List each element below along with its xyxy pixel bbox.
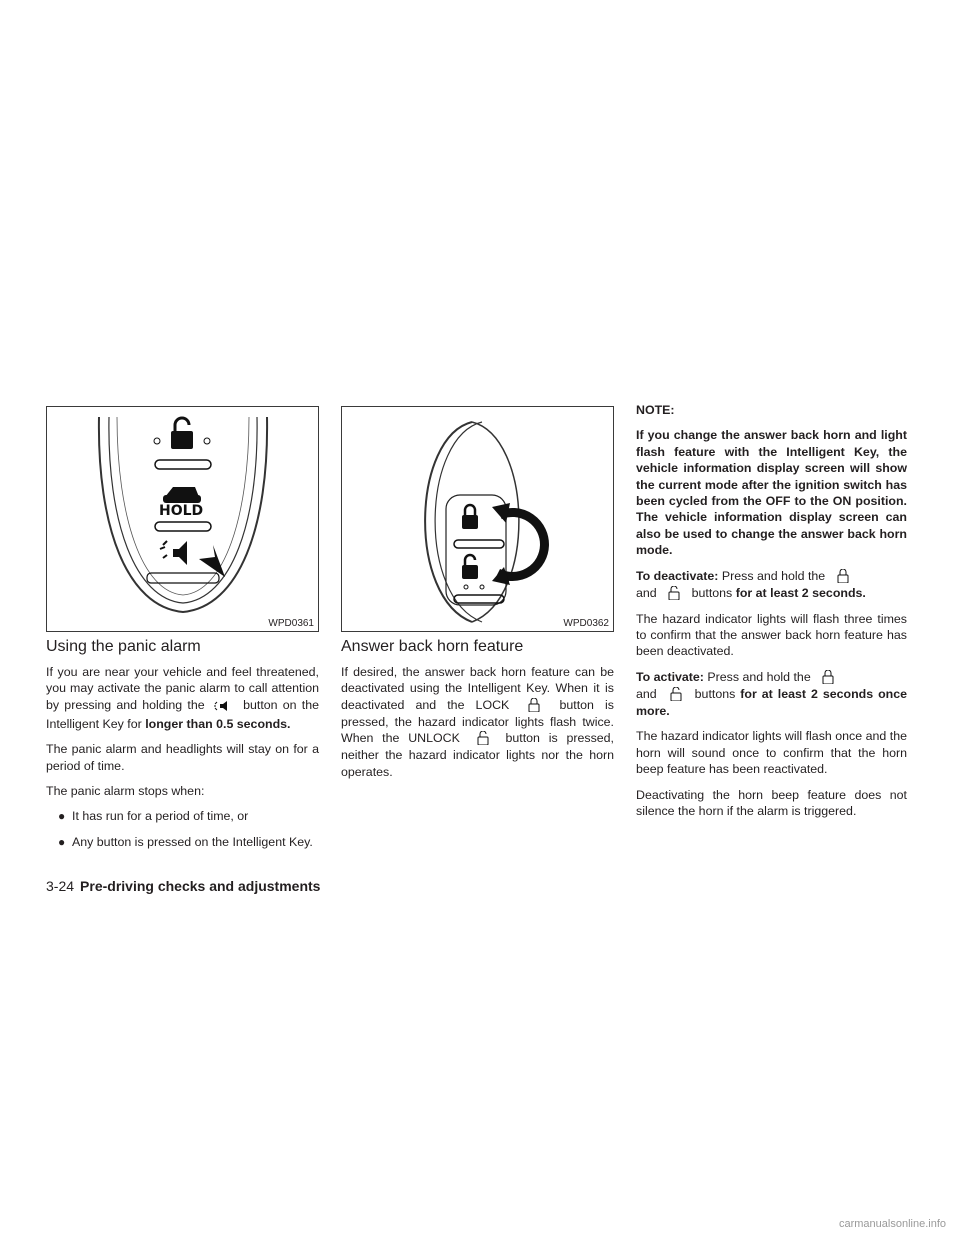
section-heading: Answer back horn feature: [341, 638, 524, 655]
lock-icon: [520, 698, 548, 714]
page-footer: [46, 878, 320, 894]
key-fob-illustration: [47, 407, 320, 633]
text: If you are near your vehicle and feel threatened, you may activate the panic alarm to call attention by pressing and holding the: [46, 665, 319, 712]
watermark: carmanualsonline.info: [838, 1218, 946, 1230]
paragraph: [341, 664, 614, 780]
list-item-text: It has run for a period of time, or: [72, 809, 249, 824]
column-answer-back: [341, 637, 614, 789]
text: button is pressed, the hazard indicator lights flash twice. When the UNLOCK: [341, 697, 614, 746]
paragraph: [636, 568, 907, 602]
paragraph: [46, 664, 319, 732]
unlock-icon: [662, 687, 690, 703]
lock-icon: [814, 670, 842, 686]
text: Press and hold the: [707, 669, 811, 684]
lock-icon: [829, 569, 857, 585]
emphasis-text: for at least 2 seconds.: [735, 585, 866, 600]
figure-code: WPD0361: [268, 618, 314, 629]
figure-panic-alarm: [46, 406, 319, 632]
unlock-icon: [469, 731, 497, 747]
key-fob-illustration: [342, 407, 615, 633]
text: buttons: [694, 686, 736, 701]
text: and: [636, 585, 657, 600]
text: button is pressed, neither the hazard indicator lights nor the horn operates.: [341, 731, 614, 779]
emphasis-text: longer than 0.5 seconds.: [145, 716, 291, 731]
text: buttons: [691, 585, 733, 600]
section-title: Pre-driving checks and adjustments: [80, 878, 321, 894]
unlock-icon: [660, 586, 688, 602]
column-note: [636, 402, 907, 828]
label: To activate:: [636, 669, 704, 684]
figure-code: WPD0362: [563, 618, 609, 629]
paragraph: The panic alarm stops when:: [46, 784, 205, 799]
paragraph: The hazard indicator lights will flash once and the horn will sound once to confirm that the horn beep feature has been reactivated.: [636, 729, 907, 777]
bullet-list: [46, 808, 319, 850]
hold-label: HOLD: [159, 503, 204, 519]
note-title-text: NOTE:: [636, 403, 675, 417]
note-body: [636, 427, 907, 558]
text: If desired, the answer back horn feature can be deactivated using the Intelligent Key. When it is deactivated and the LOCK: [341, 665, 614, 712]
panic-icon: [210, 700, 238, 716]
figure-answer-back: [341, 406, 614, 632]
column-panic-alarm: [46, 637, 319, 859]
paragraph: [636, 669, 907, 719]
text: button on the Intelligent Key for: [46, 697, 319, 731]
paragraph: The hazard indicator lights will flash three times to confirm that the answer back horn feature has been deactivated.: [636, 611, 907, 659]
paragraph: The panic alarm and headlights will stay on for a period of time.: [46, 742, 319, 773]
list-item-text: Any button is pressed on the Intelligent Key.: [72, 834, 313, 849]
text: and: [636, 686, 657, 701]
list-item: [46, 808, 319, 824]
page-number: 3-24: [46, 878, 75, 894]
label: To deactivate:: [636, 568, 719, 583]
bullet-icon: ●: [58, 809, 66, 824]
section-heading: Using the panic alarm: [46, 638, 201, 655]
note-title: [636, 402, 907, 418]
bullet-icon: ●: [58, 834, 66, 849]
emphasis-text: for at least 2 seconds once more.: [636, 686, 908, 718]
note-body-text: If you change the answer back horn and light flash feature with the Intelligent Key, the vehicle information display screen will show the current mode after the ignition switch has been cycled from the OFF to the ON position. The vehicle information display screen can also be used to change the answer back horn mode.: [636, 428, 907, 558]
list-item: [46, 834, 319, 850]
text: Press and hold the: [721, 568, 826, 583]
paragraph: Deactivating the horn beep feature does not silence the horn if the alarm is triggered.: [636, 787, 907, 818]
